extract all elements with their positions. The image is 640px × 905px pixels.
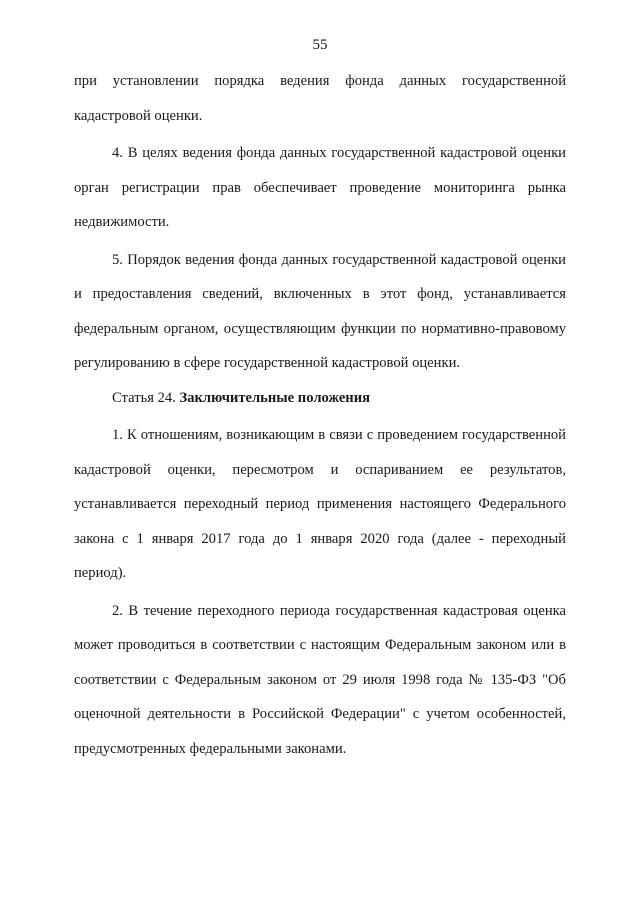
- paragraph-item-4: 4. В целях ведения фонда данных государственной кадастровой оценки орган регистрации прав обеспечивает проведение мониторинга рынка недвижимости.: [74, 145, 566, 230]
- article-paragraph-2: 2. В течение переходного периода государственная кадастровая оценка может проводиться в соответствии с настоящим Федеральным законом или в соответствии с Федеральным законом от 29 июля 1998 года № 135-ФЗ "Об оценочной деятельности в Российской Федерации" с учетом особенностей, предусмотренных федеральными законами.: [74, 602, 566, 757]
- article-heading: [74, 381, 566, 416]
- paragraph-item-5: 5. Порядок ведения фонда данных государственной кадастровой оценки и предоставления сведений, включенных в этот фонд, устанавливается федеральным органом, осуществляющим функции по нормативно-правовому регулированию в сфере государственной кадастровой оценки.: [74, 251, 566, 371]
- paragraph-continuation: при установлении порядка ведения фонда данных государственной кадастровой оценки.: [74, 73, 566, 124]
- article-paragraph-1: 1. К отношениям, возникающим в связи с проведением государственной кадастровой оценки, пересмотром и оспариванием ее результатов, устанавливается переходный период применения настоящего Федерального закона с 1 января 2017 года до 1 января 2020 года (далее - переходный период).: [74, 427, 566, 581]
- article-number: Статья 24.: [112, 389, 176, 406]
- article-title: Заключительные положения: [179, 389, 371, 406]
- page-number: 55: [312, 37, 328, 53]
- document-body: [74, 64, 566, 766]
